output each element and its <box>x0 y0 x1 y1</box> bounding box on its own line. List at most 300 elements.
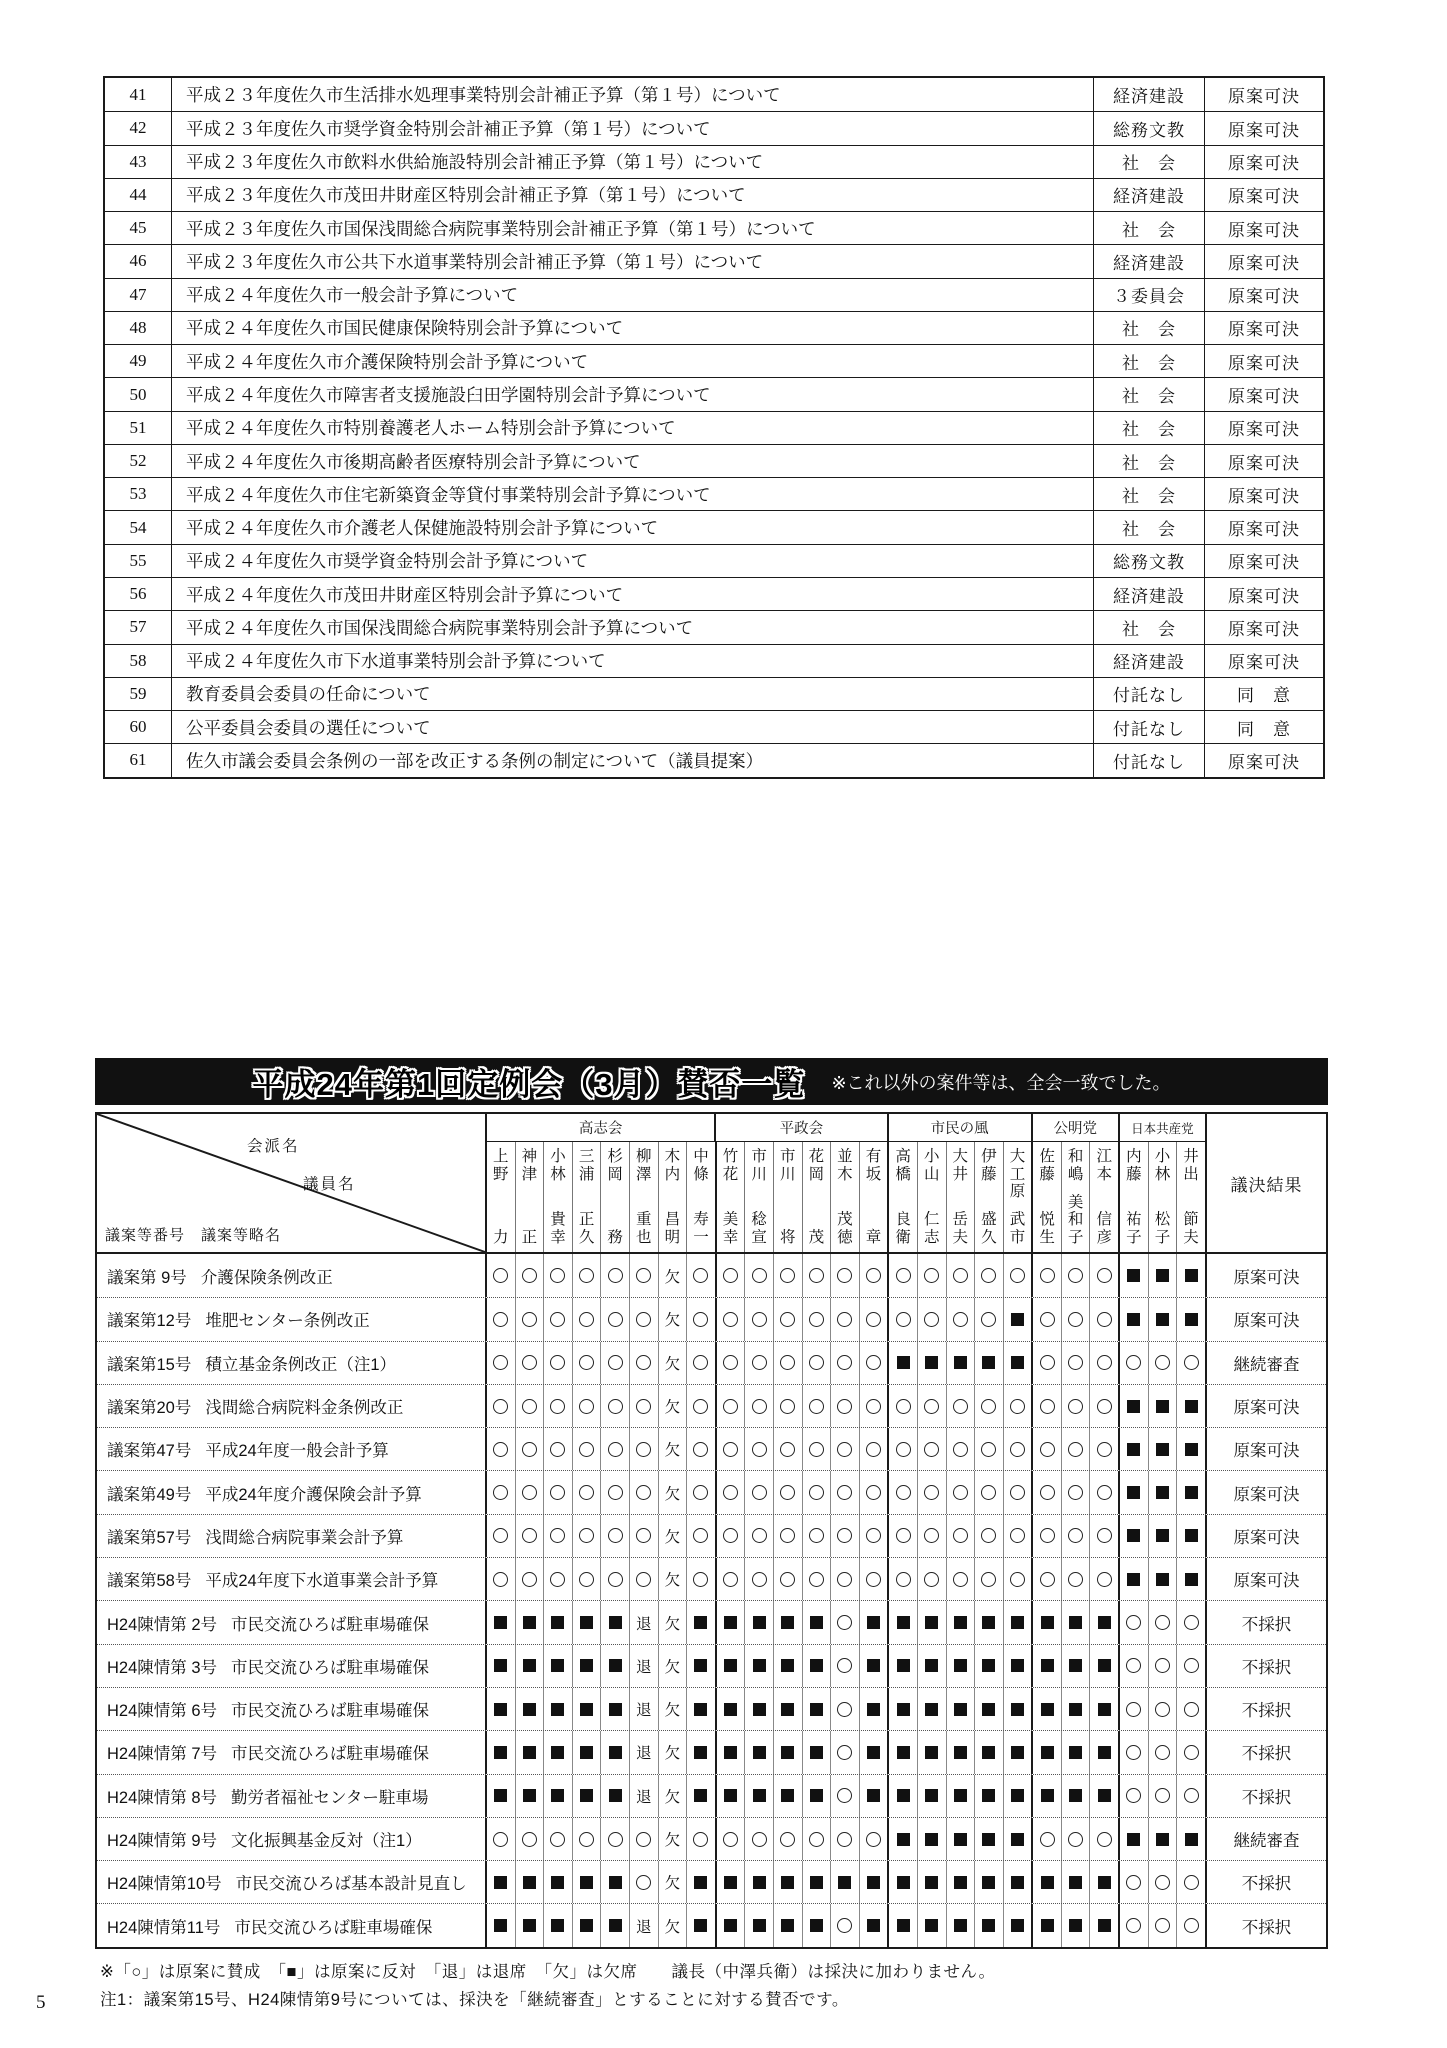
vote-mark <box>658 1298 687 1340</box>
vote-mark <box>600 1601 629 1643</box>
vote-mark <box>773 1904 802 1946</box>
vote-mark <box>1148 1818 1177 1860</box>
vote-mark <box>1061 1904 1090 1946</box>
bill-title: 平成２３年度佐久市国保浅間総合病院事業特別会計補正予算（第１号）について <box>172 212 1094 244</box>
vote-item-label <box>97 1818 485 1860</box>
vote-mark <box>1176 1428 1205 1470</box>
approve-mark-icon <box>693 1268 708 1283</box>
oppose-mark-icon <box>781 1616 794 1629</box>
approve-mark-icon <box>693 1572 708 1587</box>
oppose-mark-icon <box>897 1919 910 1932</box>
member-surname: 中條 <box>693 1148 709 1183</box>
vote-row <box>97 1860 1326 1903</box>
member-given-name: 寿一 <box>693 1211 709 1246</box>
vote-mark <box>715 1471 745 1513</box>
approve-mark-icon <box>837 1442 852 1457</box>
vote-result: 原案可決 <box>1233 1267 1300 1287</box>
bill-row <box>105 377 1323 410</box>
approve-mark-icon <box>1040 1528 1055 1543</box>
vote-mark <box>773 1601 802 1643</box>
vote-mark <box>543 1342 572 1384</box>
oppose-mark-icon <box>897 1746 910 1759</box>
bill-title: 平成２３年度佐久市生活排水処理事業特別会計補正予算（第１号）について <box>172 78 1094 111</box>
vote-mark <box>887 1688 917 1730</box>
vote-item-title: 市民交流ひろば駐車場確保 <box>234 1918 433 1937</box>
oppose-mark-icon <box>609 1659 622 1672</box>
oppose-mark-icon <box>1185 1833 1198 1846</box>
bill-number: 57 <box>105 611 172 643</box>
bill-number: 44 <box>105 179 172 211</box>
oppose-mark-icon <box>925 1876 938 1889</box>
vote-mark <box>974 1904 1003 1946</box>
oppose-mark-icon <box>523 1746 536 1759</box>
member-name <box>802 1142 831 1252</box>
member-name <box>487 1142 515 1252</box>
member-surname: 小山 <box>923 1148 940 1183</box>
bill-title: 平成２４年度佐久市茂田井財産区特別会計予算について <box>172 578 1094 610</box>
vote-mark <box>686 1515 715 1557</box>
vote-mark <box>1148 1298 1177 1340</box>
member-name <box>600 1142 629 1252</box>
vote-mark <box>1003 1818 1032 1860</box>
vote-mark <box>773 1818 802 1860</box>
approve-mark-icon <box>493 1355 508 1370</box>
bill-number: 45 <box>105 212 172 244</box>
vote-mark <box>715 1254 745 1297</box>
vote-mark <box>1031 1818 1061 1860</box>
bill-committee: 社 会 <box>1094 146 1205 178</box>
vote-mark <box>1148 1775 1177 1817</box>
absent-mark: 欠 <box>664 1312 681 1330</box>
bill-row <box>105 477 1323 510</box>
approve-mark-icon <box>1126 1745 1141 1760</box>
vote-mark <box>1118 1645 1148 1687</box>
vote-mark <box>1003 1254 1032 1297</box>
vote-mark <box>629 1298 658 1340</box>
vote-mark <box>515 1298 544 1340</box>
corner-label-faction: 会派名 <box>247 1138 300 1155</box>
vote-mark <box>487 1342 515 1384</box>
votes-title-bar <box>95 1058 1328 1105</box>
vote-row <box>97 1730 1326 1773</box>
approve-mark-icon <box>608 1572 623 1587</box>
vote-mark <box>830 1645 859 1687</box>
approve-mark-icon <box>1097 1832 1112 1847</box>
vote-mark <box>600 1298 629 1340</box>
vote-mark <box>917 1731 946 1773</box>
bill-result: 原案可決 <box>1228 486 1300 506</box>
approve-mark-icon <box>693 1442 708 1457</box>
approve-mark-icon <box>837 1485 852 1500</box>
vote-mark <box>887 1254 917 1297</box>
approve-mark-icon <box>1068 1528 1083 1543</box>
oppose-mark-icon <box>925 1789 938 1802</box>
oppose-mark-icon <box>982 1746 995 1759</box>
vote-mark <box>1031 1904 1061 1946</box>
oppose-mark-icon <box>897 1789 910 1802</box>
vote-marks <box>485 1515 1207 1557</box>
vote-mark <box>600 1688 629 1730</box>
oppose-mark-icon <box>1156 1269 1169 1282</box>
bill-row <box>105 111 1323 144</box>
vote-result: 原案可決 <box>1233 1484 1300 1504</box>
bill-result: 原案可決 <box>1228 420 1300 440</box>
member-given-name: 節夫 <box>1183 1211 1199 1246</box>
vote-mark <box>487 1385 515 1427</box>
absent-mark: 欠 <box>664 1615 681 1633</box>
vote-mark <box>1176 1342 1205 1384</box>
approve-mark-icon <box>723 1528 738 1543</box>
oppose-mark-icon <box>1127 1443 1140 1456</box>
approve-mark-icon <box>752 1355 767 1370</box>
vote-mark <box>1148 1254 1177 1297</box>
vote-marks <box>485 1818 1207 1860</box>
approve-mark-icon <box>837 1572 852 1587</box>
bills-table <box>103 76 1325 779</box>
approve-mark-icon <box>1126 1702 1141 1717</box>
approve-mark-icon <box>636 1442 651 1457</box>
member-given-name: 悦生 <box>1039 1211 1055 1246</box>
approve-mark-icon <box>693 1312 708 1327</box>
vote-mark <box>887 1558 917 1600</box>
vote-item-number: 議案第20号 <box>107 1399 192 1418</box>
vote-mark <box>543 1731 572 1773</box>
vote-mark <box>572 1385 601 1427</box>
bill-row <box>105 211 1323 244</box>
vote-mark <box>1061 1775 1090 1817</box>
approve-mark-icon <box>1184 1658 1199 1673</box>
oppose-mark-icon <box>897 1616 910 1629</box>
vote-mark <box>1176 1818 1205 1860</box>
member-name <box>572 1142 601 1252</box>
oppose-mark-icon <box>982 1616 995 1629</box>
vote-mark <box>1003 1645 1032 1687</box>
oppose-mark-icon <box>810 1876 823 1889</box>
approve-mark-icon <box>608 1355 623 1370</box>
bill-row <box>105 145 1323 178</box>
oppose-mark-icon <box>925 1616 938 1629</box>
approve-mark-icon <box>550 1268 565 1283</box>
vote-result: 不採択 <box>1241 1787 1292 1807</box>
vote-mark <box>887 1385 917 1427</box>
vote-mark <box>744 1471 773 1513</box>
approve-mark-icon <box>723 1832 738 1847</box>
approve-mark-icon <box>809 1355 824 1370</box>
vote-item-label <box>97 1688 485 1730</box>
oppose-mark-icon <box>954 1919 967 1932</box>
vote-mark <box>1148 1861 1177 1903</box>
bill-number: 53 <box>105 478 172 510</box>
corner-label-member: 議員名 <box>303 1176 356 1193</box>
bill-title: 公平委員会委員の選任について <box>172 711 1094 743</box>
absent-mark: 欠 <box>664 1745 681 1763</box>
vote-mark <box>686 1298 715 1340</box>
vote-mark <box>917 1861 946 1903</box>
vote-mark <box>1176 1385 1205 1427</box>
oppose-mark-icon <box>1011 1789 1024 1802</box>
faction-header: 公明党 <box>1031 1114 1118 1141</box>
vote-mark <box>515 1342 544 1384</box>
vote-mark <box>1118 1428 1148 1470</box>
bill-committee: 経済建設 <box>1094 78 1205 111</box>
vote-mark <box>917 1688 946 1730</box>
approve-mark-icon <box>1126 1658 1141 1673</box>
member-name <box>1118 1142 1148 1252</box>
oppose-mark-icon <box>1011 1659 1024 1672</box>
vote-mark <box>830 1861 859 1903</box>
vote-mark <box>1031 1342 1061 1384</box>
oppose-mark-icon <box>580 1616 593 1629</box>
vote-mark <box>1061 1515 1090 1557</box>
vote-mark <box>1118 1775 1148 1817</box>
vote-mark <box>686 1471 715 1513</box>
vote-mark <box>1118 1601 1148 1643</box>
vote-mark <box>572 1298 601 1340</box>
bill-row <box>105 510 1323 543</box>
bill-title: 平成２３年度佐久市茂田井財産区特別会計補正予算（第１号）について <box>172 179 1094 211</box>
approve-mark-icon <box>1155 1918 1170 1933</box>
oppose-mark-icon <box>867 1789 880 1802</box>
member-surname: 大工原 <box>1009 1148 1026 1200</box>
member-name <box>744 1142 773 1252</box>
approve-mark-icon <box>493 1399 508 1414</box>
vote-mark <box>629 1818 658 1860</box>
vote-item-title: 文化振興基金反対（注1） <box>231 1832 422 1850</box>
oppose-mark-icon <box>1011 1919 1024 1932</box>
vote-mark <box>1089 1818 1118 1860</box>
approve-mark-icon <box>981 1268 996 1283</box>
approve-mark-icon <box>837 1312 852 1327</box>
vote-mark <box>1176 1515 1205 1557</box>
vote-item-title: 積立基金条例改正（注1） <box>205 1355 397 1374</box>
member-given-name: 茂 <box>808 1228 825 1246</box>
vote-mark <box>974 1731 1003 1773</box>
vote-item-number: 議案第15号 <box>107 1355 192 1374</box>
member-surname: 市川 <box>751 1148 767 1183</box>
vote-item-number: 議案第 9号 <box>107 1268 187 1287</box>
oppose-mark-icon <box>838 1876 851 1889</box>
approve-mark-icon <box>1068 1312 1083 1327</box>
vote-mark <box>1148 1385 1177 1427</box>
vote-mark <box>515 1558 544 1600</box>
approve-mark-icon <box>837 1658 852 1673</box>
oppose-mark-icon <box>1156 1486 1169 1499</box>
approve-mark-icon <box>866 1832 881 1847</box>
vote-mark <box>1148 1688 1177 1730</box>
absent-mark: 欠 <box>664 1918 681 1936</box>
approve-mark-icon <box>579 1268 594 1283</box>
approve-mark-icon <box>608 1832 623 1847</box>
vote-mark <box>543 1818 572 1860</box>
vote-item-number: H24陳情第 7号 <box>107 1745 218 1764</box>
member-surname: 小林 <box>550 1148 566 1183</box>
vote-mark <box>658 1601 687 1643</box>
oppose-mark-icon <box>781 1659 794 1672</box>
vote-mark <box>974 1428 1003 1470</box>
vote-mark <box>487 1688 515 1730</box>
bill-result: 原案可決 <box>1228 353 1300 373</box>
oppose-mark-icon <box>580 1746 593 1759</box>
oppose-mark-icon <box>724 1703 737 1716</box>
vote-mark <box>715 1515 745 1557</box>
approve-mark-icon <box>550 1572 565 1587</box>
vote-mark <box>1061 1298 1090 1340</box>
vote-mark <box>686 1904 715 1946</box>
bill-row <box>105 178 1323 211</box>
bill-row <box>105 743 1323 776</box>
vote-mark <box>917 1558 946 1600</box>
vote-mark <box>572 1688 601 1730</box>
vote-mark <box>887 1861 917 1903</box>
approve-mark-icon <box>953 1485 968 1500</box>
vote-mark <box>946 1385 975 1427</box>
vote-mark <box>974 1254 1003 1297</box>
approve-mark-icon <box>1068 1832 1083 1847</box>
vote-mark <box>917 1775 946 1817</box>
bill-result: 原案可決 <box>1228 87 1300 107</box>
approve-mark-icon <box>636 1399 651 1414</box>
oppose-mark-icon <box>494 1746 507 1759</box>
vote-mark <box>600 1861 629 1903</box>
approve-mark-icon <box>1010 1572 1025 1587</box>
member-given-name: 茂徳 <box>837 1211 853 1246</box>
absent-mark: 退 <box>636 1745 652 1763</box>
vote-mark <box>1003 1515 1032 1557</box>
member-given-name: 美和子 <box>1067 1193 1084 1246</box>
vote-mark <box>1118 1558 1148 1600</box>
vote-mark <box>1031 1298 1061 1340</box>
approve-mark-icon <box>837 1528 852 1543</box>
vote-mark <box>802 1342 831 1384</box>
vote-mark <box>974 1645 1003 1687</box>
vote-item-number: H24陳情第11号 <box>107 1918 221 1937</box>
approve-mark-icon <box>1126 1788 1141 1803</box>
bill-number: 42 <box>105 112 172 144</box>
vote-mark <box>859 1385 888 1427</box>
vote-mark <box>887 1298 917 1340</box>
vote-mark <box>830 1385 859 1427</box>
vote-mark <box>658 1688 687 1730</box>
vote-result: 不採択 <box>1241 1744 1292 1764</box>
member-name <box>543 1142 572 1252</box>
vote-mark <box>946 1298 975 1340</box>
approve-mark-icon <box>1010 1485 1025 1500</box>
oppose-mark-icon <box>694 1659 707 1672</box>
vote-item-title: 平成24年度下水道事業会計予算 <box>205 1572 439 1591</box>
bill-number: 59 <box>105 678 172 710</box>
vote-mark <box>1089 1342 1118 1384</box>
vote-mark <box>686 1385 715 1427</box>
approve-mark-icon <box>579 1399 594 1414</box>
vote-mark <box>600 1342 629 1384</box>
oppose-mark-icon <box>1069 1919 1082 1932</box>
approve-mark-icon <box>1040 1572 1055 1587</box>
vote-mark <box>1148 1342 1177 1384</box>
member-name <box>515 1142 544 1252</box>
vote-mark <box>629 1254 658 1297</box>
vote-mark <box>859 1645 888 1687</box>
member-surname: 大井 <box>952 1148 969 1183</box>
approve-mark-icon <box>866 1399 881 1414</box>
vote-row <box>97 1470 1326 1513</box>
vote-mark <box>974 1298 1003 1340</box>
bill-title: 平成２４年度佐久市介護保険特別会計予算について <box>172 345 1094 377</box>
vote-mark <box>572 1428 601 1470</box>
vote-mark <box>515 1254 544 1297</box>
oppose-mark-icon <box>982 1876 995 1889</box>
approve-mark-icon <box>522 1355 537 1370</box>
bill-committee: 総務文教 <box>1094 545 1205 577</box>
bill-result: 原案可決 <box>1228 387 1300 407</box>
vote-mark <box>946 1471 975 1513</box>
bill-number: 52 <box>105 445 172 477</box>
approve-mark-icon <box>579 1832 594 1847</box>
oppose-mark-icon <box>925 1746 938 1759</box>
bill-title: 平成２４年度佐久市後期高齢者医療特別会計予算について <box>172 445 1094 477</box>
vote-mark <box>1031 1645 1061 1687</box>
oppose-mark-icon <box>1127 1400 1140 1413</box>
member-given-name: 章 <box>865 1228 882 1246</box>
oppose-mark-icon <box>1011 1703 1024 1716</box>
approve-mark-icon <box>924 1312 939 1327</box>
vote-mark <box>658 1342 687 1384</box>
bill-number: 56 <box>105 578 172 610</box>
vote-mark <box>1176 1601 1205 1643</box>
vote-item-label <box>97 1298 485 1340</box>
vote-mark <box>859 1254 888 1297</box>
vote-mark <box>572 1342 601 1384</box>
vote-mark <box>515 1428 544 1470</box>
vote-mark <box>572 1601 601 1643</box>
member-surname: 佐藤 <box>1039 1148 1055 1183</box>
approve-mark-icon <box>693 1399 708 1414</box>
bill-result: 原案可決 <box>1228 752 1300 772</box>
member-name <box>887 1142 917 1252</box>
absent-mark: 欠 <box>664 1399 681 1417</box>
oppose-mark-icon <box>925 1833 938 1846</box>
vote-mark <box>686 1601 715 1643</box>
vote-mark <box>1089 1688 1118 1730</box>
approve-mark-icon <box>837 1702 852 1717</box>
vote-mark <box>802 1688 831 1730</box>
vote-mark <box>1003 1731 1032 1773</box>
approve-mark-icon <box>896 1485 911 1500</box>
vote-mark <box>1003 1558 1032 1600</box>
approve-mark-icon <box>493 1485 508 1500</box>
vote-mark <box>1118 1904 1148 1946</box>
vote-mark <box>1003 1775 1032 1817</box>
oppose-mark-icon <box>753 1616 766 1629</box>
approve-mark-icon <box>752 1442 767 1457</box>
vote-mark <box>686 1688 715 1730</box>
vote-mark <box>1003 1688 1032 1730</box>
member-given-name: 重也 <box>636 1211 652 1246</box>
vote-mark <box>917 1645 946 1687</box>
vote-mark <box>1061 1645 1090 1687</box>
approve-mark-icon <box>981 1312 996 1327</box>
oppose-mark-icon <box>982 1919 995 1932</box>
member-surname: 並木 <box>837 1148 853 1183</box>
vote-mark <box>715 1688 745 1730</box>
member-surname: 神津 <box>521 1148 538 1183</box>
oppose-mark-icon <box>609 1703 622 1716</box>
bill-title: 平成２４年度佐久市特別養護老人ホーム特別会計予算について <box>172 412 1094 444</box>
absent-mark: 欠 <box>664 1658 681 1676</box>
approve-mark-icon <box>579 1312 594 1327</box>
vote-item-number: H24陳情第 6号 <box>107 1702 218 1721</box>
vote-mark <box>572 1645 601 1687</box>
vote-mark <box>802 1601 831 1643</box>
